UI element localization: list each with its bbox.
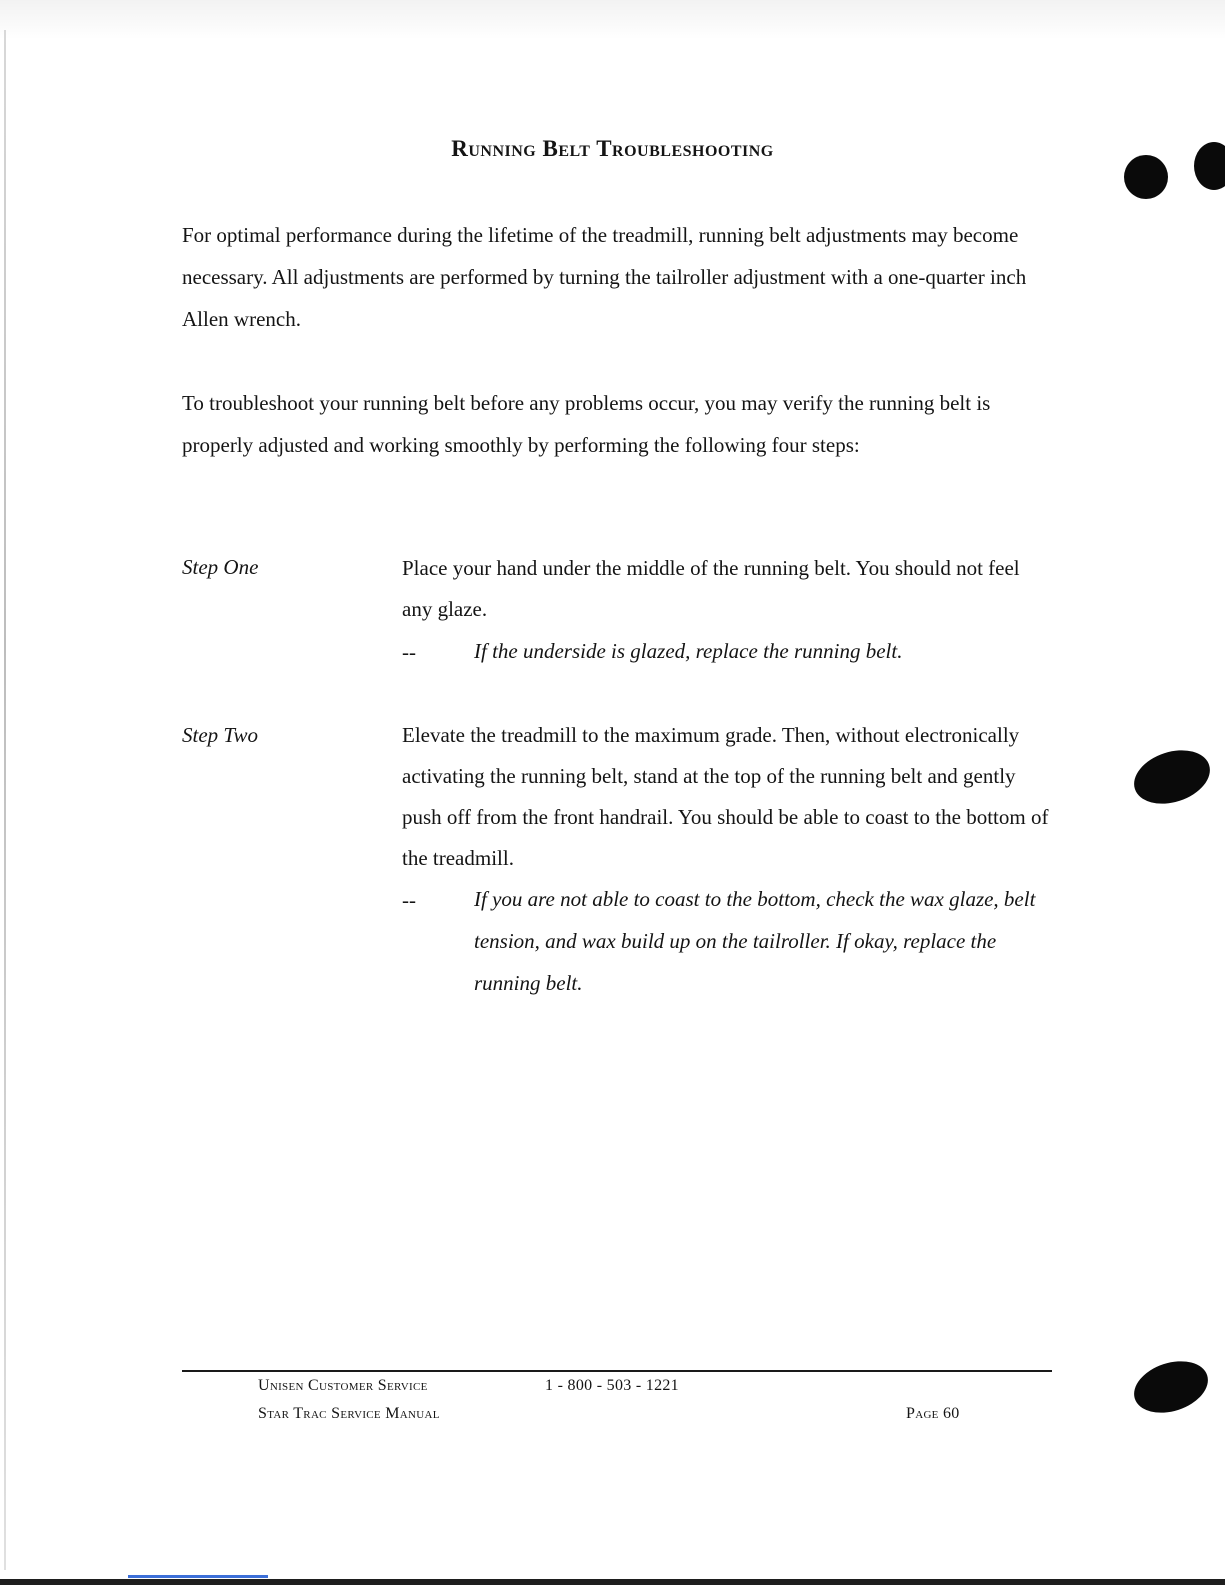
scan-shadow — [0, 0, 1225, 40]
footer-page-number: Page 60 — [906, 1405, 960, 1422]
step-one-note: If the underside is glazed, replace the running belt. — [474, 639, 903, 663]
footer-manual: Star Trac Service Manual — [258, 1405, 440, 1422]
scan-bottom-tab — [128, 1575, 268, 1578]
step-two-label: Step Two — [182, 723, 259, 747]
footer-company: Unisen Customer Service — [258, 1377, 428, 1394]
step-one-label: Step One — [182, 555, 259, 579]
scan-bottom-edge — [0, 1579, 1225, 1585]
page-title: Running Belt Troubleshooting — [451, 136, 774, 161]
step-two-note: If you are not able to coast to the bottom, check the wax glaze, belt tension, and wax build up on the tailroller. If okay, replace the running belt. — [474, 887, 1036, 995]
binder-hole — [1127, 741, 1217, 813]
footer-phone: 1 - 800 - 503 - 1221 — [545, 1377, 679, 1394]
step-two-text: Elevate the treadmill to the maximum grade. Then, without electronically activating the running belt, stand at the top of the running belt and gently push off from the front handrail. You should be able to coast to the bottom of the treadmill. — [402, 723, 1049, 870]
binder-hole — [1127, 1352, 1214, 1421]
scan-left-edge — [4, 30, 6, 1570]
step-one-dash: -- — [402, 640, 416, 664]
footer-rule — [182, 1370, 1052, 1372]
step-one-text: Place your hand under the middle of the running belt. You should not feel any glaze. — [402, 556, 1020, 621]
steps-intro-paragraph: To troubleshoot your running belt before any problems occur, you may verify the running belt is properly adjusted and working smoothly by performing the following four steps: — [182, 391, 991, 457]
step-two-dash: -- — [402, 888, 416, 912]
intro-paragraph: For optimal performance during the lifetime of the treadmill, running belt adjustments may become necessary. All adjustments are performed by turning the tailroller adjustment with a one-quarter inch Allen wrench. — [182, 223, 1027, 331]
